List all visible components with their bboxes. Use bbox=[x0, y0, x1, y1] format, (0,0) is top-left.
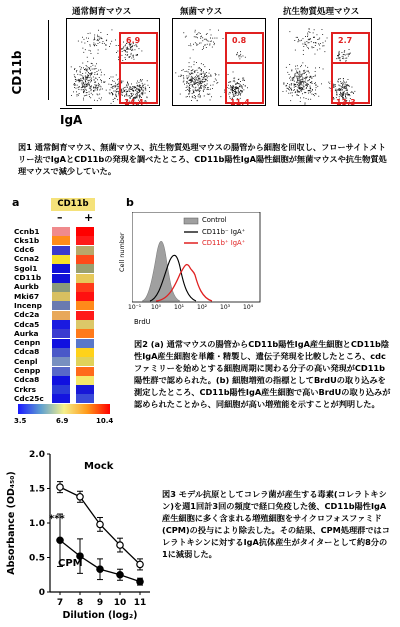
x-tick-label: 9 bbox=[96, 598, 104, 608]
x-tick-label: 7 bbox=[56, 598, 64, 608]
hist-ylabel: Cell number bbox=[118, 232, 126, 272]
heatmap-cell-plus bbox=[76, 311, 94, 320]
flow-panel-title-normal: 通常飼育マウス bbox=[72, 7, 132, 17]
heatmap-gene-label: Aurka bbox=[14, 328, 39, 338]
colorbar-max: 10.4 bbox=[96, 417, 114, 425]
fig2-caption-text: (a) 通常マウスの腸管からCD11b陽性IgA産生細胞とCD11b陰性IgA産生細胞を単離・精製し、遺伝子発現を比較したところ、cdcファミリーを始めとする細胞周期に関わる分子の高い発現がCD11b陽性群で認められた。(b) 細胞増殖の指標としてBrdUの取り込みを測定したところ、CD11b陽性IgA産生細胞で高いBrdUの取り込みが認められたことから、同細胞が高い増殖能を示すことが判明した。 bbox=[134, 339, 391, 409]
heatmap-cell-minus bbox=[52, 255, 70, 264]
significance-annotation: *** bbox=[49, 513, 65, 525]
heatmap-cell-plus bbox=[76, 264, 94, 273]
heatmap-col-minus: – bbox=[57, 211, 63, 224]
heatmap-cell-minus bbox=[52, 236, 70, 245]
heatmap-gene-label: Cenpl bbox=[14, 356, 38, 366]
y-axis-label: Absorbance (OD₄₅₀) bbox=[6, 471, 17, 575]
flow-panel-title-antibiotic: 抗生物質処理マウス bbox=[283, 7, 360, 17]
heatmap-gene-label: Cdc25c bbox=[14, 393, 44, 403]
heatmap-gene-label: Ccnb1 bbox=[14, 226, 40, 236]
heatmap-cell-plus bbox=[76, 236, 94, 245]
heatmap-cell-plus bbox=[76, 385, 94, 394]
flow-x-arrow bbox=[60, 108, 92, 109]
heatmap-cell-plus bbox=[76, 367, 94, 376]
x-tick-label: 10 bbox=[113, 598, 127, 608]
gate-value-lower-antibiotic: 13.3 bbox=[336, 98, 356, 107]
hist-xtick: 10² bbox=[197, 304, 208, 311]
heatmap-cell-plus bbox=[76, 246, 94, 255]
fig2-caption-label: 図2 bbox=[134, 339, 148, 349]
fig1-caption-label: 図1 bbox=[18, 142, 32, 152]
heatmap-header: CD11b bbox=[51, 198, 95, 211]
heatmap-cell-minus bbox=[52, 227, 70, 236]
heatmap-cell-plus bbox=[76, 329, 94, 338]
heatmap-cell-plus bbox=[76, 339, 94, 348]
heatmap-cell-minus bbox=[52, 246, 70, 255]
heatmap-gene-label: Cdca5 bbox=[14, 319, 40, 329]
fig2-label-b: b bbox=[126, 196, 134, 209]
heatmap-cell-plus bbox=[76, 283, 94, 292]
heatmap-cell-minus bbox=[52, 367, 70, 376]
heatmap-cell-minus bbox=[52, 376, 70, 385]
heatmap-gene-label: Mki67 bbox=[14, 291, 40, 301]
data-point-cpm bbox=[117, 572, 123, 578]
hist-legend-control: Control bbox=[202, 216, 227, 224]
hist-xtick: 10¹ bbox=[174, 304, 185, 311]
heatmap-gene-label: CD11b bbox=[14, 273, 42, 282]
brdu-histogram bbox=[132, 212, 266, 308]
hist-xlabel: BrdU bbox=[134, 318, 151, 326]
heatmap-cell-minus bbox=[52, 348, 70, 357]
heatmap-gene-label: Cdc6 bbox=[14, 245, 35, 255]
fig3-caption-label: 図3 bbox=[162, 489, 176, 499]
heatmap-cell-minus bbox=[52, 301, 70, 310]
heatmap-cell-plus bbox=[76, 357, 94, 366]
gate-value-lower-normal: 14.4 bbox=[124, 98, 144, 107]
data-point-mock bbox=[57, 484, 63, 490]
data-point-cpm bbox=[137, 578, 143, 584]
y-tick-label: 1.0 bbox=[29, 519, 45, 529]
data-point-mock bbox=[117, 542, 123, 548]
heatmap-cell-minus bbox=[52, 329, 70, 338]
heatmap-colorbar bbox=[18, 404, 110, 414]
heatmap-cell-minus bbox=[52, 264, 70, 273]
heatmap-cell-plus bbox=[76, 320, 94, 329]
data-point-cpm bbox=[97, 566, 103, 572]
heatmap-gene-label: Cenpn bbox=[14, 338, 41, 348]
heatmap-cell-plus bbox=[76, 227, 94, 236]
data-point-cpm bbox=[57, 537, 63, 543]
heatmap-gene-label: Cdca8 bbox=[14, 347, 40, 357]
heatmap-gene-label: Cdc2a bbox=[14, 310, 40, 320]
heatmap-gene-label: Aurkb bbox=[14, 282, 39, 292]
fig3-caption bbox=[162, 488, 392, 560]
heatmap-cell-minus bbox=[52, 283, 70, 292]
fig2-label-a: a bbox=[12, 196, 20, 209]
heatmap-gene-label: Cdca8 bbox=[14, 375, 40, 385]
gate-value-upper-normal: 6.9 bbox=[126, 36, 141, 45]
heatmap-gene-label: Cenpp bbox=[14, 366, 41, 375]
heatmap-cell-minus bbox=[52, 394, 70, 403]
y-tick-label: 0 bbox=[38, 588, 45, 598]
heatmap-cell-minus bbox=[52, 320, 70, 329]
fig3-caption-text: モデル抗原としてコレラ菌が産生する毒素(コレラトキシン)を週1回計3回の頻度で経口免疫した後、CD11b陽性IgA産生細胞に多く含まれる増殖細胞をサイクロフォスファミド(CPM)の投与により除去した。その結果、CPM処理群ではコレラトキシンに対するIgA抗体産生がタイターとして約8分の1に減弱した。 bbox=[162, 489, 390, 559]
heatmap-col-plus: + bbox=[84, 211, 94, 224]
hist-legend-cd11b-neg: CD11b⁻ IgA⁺ bbox=[202, 228, 246, 236]
heatmap-cell-plus bbox=[76, 301, 94, 310]
heatmap-gene-label: Ccna2 bbox=[14, 254, 40, 264]
series-label-mock: Mock bbox=[84, 461, 114, 473]
data-point-mock bbox=[97, 521, 103, 527]
heatmap-cell-minus bbox=[52, 311, 70, 320]
flow-xlabel: IgA bbox=[60, 113, 83, 127]
hist-xtick: 10⁴ bbox=[243, 304, 254, 311]
gate-value-upper-germfree: 0.8 bbox=[232, 36, 247, 45]
flow-y-arrow bbox=[48, 20, 49, 100]
colorbar-min: 3.5 bbox=[14, 417, 27, 425]
heatmap-cell-minus bbox=[52, 339, 70, 348]
heatmap-cell-plus bbox=[76, 348, 94, 357]
x-axis-label: Dilution (log₂) bbox=[62, 610, 138, 621]
series-label-cpm: CPM bbox=[58, 557, 83, 569]
flow-panel-title-germfree: 無菌マウス bbox=[180, 7, 223, 17]
heatmap-gene-label: Sgol1 bbox=[14, 263, 38, 273]
y-tick-label: 0.5 bbox=[29, 553, 45, 564]
colorbar-mid: 6.9 bbox=[56, 417, 69, 425]
heatmap-cell-plus bbox=[76, 292, 94, 301]
x-tick-label: 11 bbox=[133, 598, 147, 608]
gate-value-lower-germfree: 11.4 bbox=[230, 98, 250, 107]
hist-xtick: 10⁰ bbox=[151, 304, 162, 311]
heatmap-cell-plus bbox=[76, 274, 94, 283]
heatmap-cell-plus bbox=[76, 394, 94, 403]
y-tick-label: 1.5 bbox=[29, 484, 45, 495]
heatmap-gene-label: Incenp bbox=[14, 300, 42, 310]
heatmap-cell-minus bbox=[52, 357, 70, 366]
fig1-caption bbox=[18, 141, 390, 177]
gate-value-upper-antibiotic: 2.7 bbox=[338, 36, 353, 45]
heatmap-gene-label: Cks1b bbox=[14, 235, 40, 245]
absorbance-line-chart bbox=[0, 444, 160, 627]
heatmap-cell-minus bbox=[52, 385, 70, 394]
heatmap-gene-label: Crkrs bbox=[14, 384, 37, 394]
data-point-mock bbox=[77, 494, 83, 500]
fig1-caption-text: 通常飼育マウス、無菌マウス、抗生物質処理マウスの腸管から細胞を回収し、フローサイトメトリー法でIgAとCD11bの発現を調べたところ、CD11b陽性IgA陽性細胞が無菌マウスや抗生物質処理マウスで減少していた。 bbox=[18, 142, 387, 176]
heatmap-cell-minus bbox=[52, 274, 70, 283]
heatmap-cell-plus bbox=[76, 255, 94, 264]
x-tick-label: 8 bbox=[76, 598, 84, 608]
hist-xtick: 10⁻¹ bbox=[128, 304, 142, 311]
hist-xtick: 10³ bbox=[220, 304, 231, 311]
data-point-mock bbox=[137, 561, 143, 567]
hist-legend-cd11b-pos: CD11b⁺ IgA⁺ bbox=[202, 239, 246, 247]
flow-ylabel: CD11b bbox=[10, 50, 24, 95]
fig2-caption bbox=[134, 338, 392, 410]
heatmap-cell-minus bbox=[52, 292, 70, 301]
heatmap-cell-plus bbox=[76, 376, 94, 385]
y-tick-label: 2.0 bbox=[29, 450, 45, 460]
